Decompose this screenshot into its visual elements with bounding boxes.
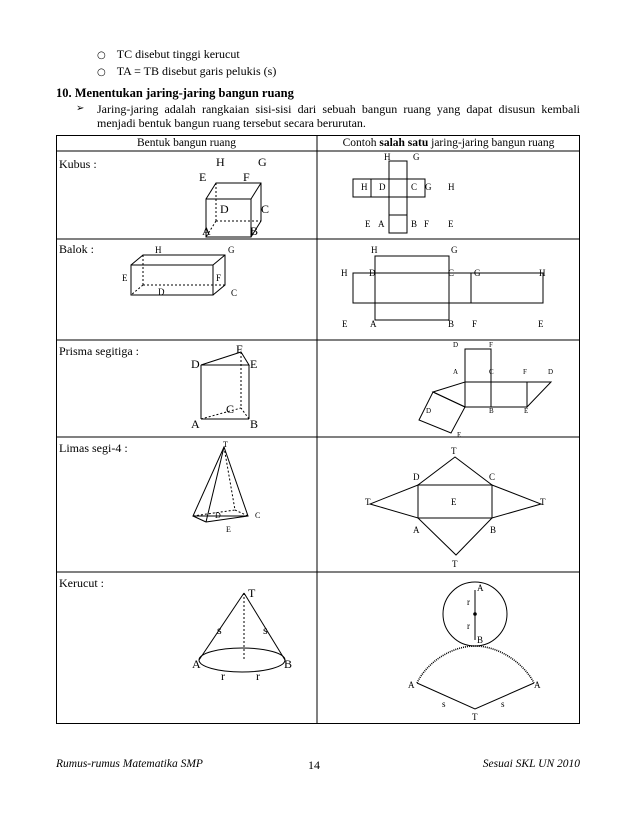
- label-D: D: [191, 357, 200, 371]
- net-label-E: E: [451, 497, 457, 507]
- net-label-F: F: [489, 341, 493, 349]
- bullet-text: TC disebut tinggi kerucut: [116, 47, 240, 61]
- net-label-C: C: [489, 368, 494, 376]
- net-label-A: A: [413, 525, 420, 535]
- label-D: D: [215, 511, 221, 520]
- label-A: A: [191, 417, 200, 431]
- net-label-T: T: [540, 497, 546, 507]
- label-E: E: [199, 170, 207, 184]
- label-D: D: [158, 287, 165, 297]
- net-label-D: D: [413, 472, 420, 482]
- row-label-balok: Balok :: [59, 242, 94, 256]
- net-label-A: A: [378, 219, 385, 229]
- net-label-E: E: [342, 319, 348, 329]
- net-label-H: H: [448, 182, 455, 192]
- net-label-H: H: [539, 268, 546, 278]
- header-right-bold: salah satu: [379, 137, 429, 149]
- label-s: s: [263, 623, 268, 637]
- pyramid-diagram: [56, 437, 317, 572]
- definition-paragraph: [76, 102, 580, 130]
- section-title: 10. Menentukan jaring-jaring bangun ruang: [56, 86, 294, 100]
- cube-net-diagram: [317, 151, 580, 239]
- row-label-limas: Limas segi-4 :: [59, 441, 128, 455]
- net-label-G: G: [413, 152, 420, 162]
- row-label-kerucut: Kerucut :: [59, 576, 104, 590]
- net-label-F: F: [472, 319, 478, 329]
- net-label-D: D: [453, 341, 459, 349]
- pyramid-net-diagram: [317, 437, 580, 572]
- circle-center-dot: [473, 612, 477, 616]
- arrow-bullet-icon: ➢: [76, 103, 85, 114]
- label-D: D: [220, 202, 229, 216]
- net-label-G: G: [425, 182, 432, 192]
- label-G: G: [258, 155, 267, 169]
- header-left: Bentuk bangun ruang: [136, 137, 236, 149]
- net-label-r: r: [467, 597, 470, 607]
- label-H: H: [155, 245, 162, 255]
- net-label-B: B: [411, 219, 418, 229]
- circle-bullet-icon: ○: [97, 67, 106, 78]
- label-s: s: [217, 623, 222, 637]
- cone-net-diagram: [317, 572, 580, 724]
- net-label-E: E: [524, 407, 529, 415]
- net-label-E: E: [457, 431, 462, 437]
- label-B: B: [250, 224, 259, 238]
- net-label-T: T: [451, 446, 457, 456]
- row-label-prisma: Prisma segitiga :: [59, 344, 139, 358]
- net-label-H: H: [371, 245, 378, 255]
- bullet-text: TA = TB disebut garis pelukis (s): [116, 64, 277, 78]
- paragraph-line-2: menjadi bentuk bangun ruang tersebut secara berurutan.: [97, 116, 366, 130]
- net-label-E: E: [448, 219, 454, 229]
- net-label-H: H: [361, 182, 368, 192]
- circle-bullet-icon: ○: [97, 50, 106, 61]
- net-label-F: F: [523, 368, 527, 376]
- net-label-H: H: [341, 268, 348, 278]
- cuboid-net-diagram: [317, 239, 580, 340]
- page-number: 14: [308, 758, 320, 772]
- net-label-D: D: [369, 268, 376, 278]
- net-table: [56, 135, 580, 724]
- cube-diagram: [56, 151, 317, 239]
- header-right: [317, 137, 580, 149]
- label-C: C: [226, 402, 235, 416]
- prism-net-diagram: [317, 340, 580, 437]
- net-label-B: B: [448, 319, 455, 329]
- header-right-pre: Contoh: [342, 137, 380, 149]
- label-T: T: [248, 586, 256, 600]
- net-label-T: T: [472, 712, 478, 722]
- net-label-G: G: [451, 245, 458, 255]
- label-C: C: [255, 511, 261, 520]
- label-A: A: [202, 224, 211, 238]
- net-label-G: G: [474, 268, 481, 278]
- label-E: E: [226, 525, 231, 534]
- net-label-A: A: [408, 680, 415, 690]
- prism-diagram: [56, 340, 317, 437]
- label-r: r: [256, 669, 260, 683]
- net-label-T: T: [365, 497, 371, 507]
- net-label-A: A: [534, 680, 541, 690]
- net-label-H: H: [384, 152, 391, 162]
- label-T: T: [223, 440, 228, 449]
- net-label-s: s: [501, 699, 505, 709]
- net-label-s: s: [442, 699, 446, 709]
- label-F: F: [216, 273, 222, 283]
- paragraph-line-1: Jaring-jaring adalah rangkaian sisi-sisi dari sebuah bangun ruang yang dapat disusun kembali: [97, 102, 580, 116]
- net-label-A: A: [477, 583, 484, 593]
- header-right-post: jaring-jaring bangun ruang: [428, 137, 555, 149]
- net-label-B: B: [477, 635, 484, 645]
- label-A: A: [192, 657, 201, 671]
- label-C: C: [261, 202, 270, 216]
- label-C: C: [231, 288, 238, 298]
- net-label-A: A: [370, 319, 377, 329]
- row-label-kubus: Kubus :: [59, 157, 97, 171]
- net-label-D: D: [426, 407, 432, 415]
- footer-right: Sesuai SKL UN 2010: [482, 758, 580, 770]
- cuboid-diagram: [56, 239, 317, 340]
- cone-diagram: [56, 572, 317, 724]
- bullet-item-1: [97, 47, 240, 63]
- net-label-C: C: [411, 182, 418, 192]
- label-B: B: [250, 417, 259, 431]
- bullet-item-2: [97, 64, 276, 80]
- label-G: G: [228, 245, 235, 255]
- label-F: F: [243, 170, 250, 184]
- label-E: E: [122, 273, 128, 283]
- label-B: B: [284, 657, 293, 671]
- label-F: F: [236, 342, 243, 356]
- net-label-C: C: [489, 472, 496, 482]
- net-label-D: D: [379, 182, 386, 192]
- net-label-B: B: [490, 525, 497, 535]
- net-label-r: r: [467, 621, 470, 631]
- net-label-A: A: [453, 368, 459, 376]
- net-label-B: B: [489, 407, 494, 415]
- net-label-D: D: [548, 368, 554, 376]
- footer-left: Rumus-rumus Matematika SMP: [56, 758, 203, 770]
- net-label-C: C: [448, 268, 455, 278]
- label-H: H: [216, 155, 225, 169]
- label-r: r: [221, 669, 225, 683]
- net-label-E: E: [365, 219, 371, 229]
- label-E: E: [250, 357, 258, 371]
- net-label-T: T: [452, 559, 458, 569]
- net-label-E: E: [538, 319, 544, 329]
- net-label-F: F: [424, 219, 430, 229]
